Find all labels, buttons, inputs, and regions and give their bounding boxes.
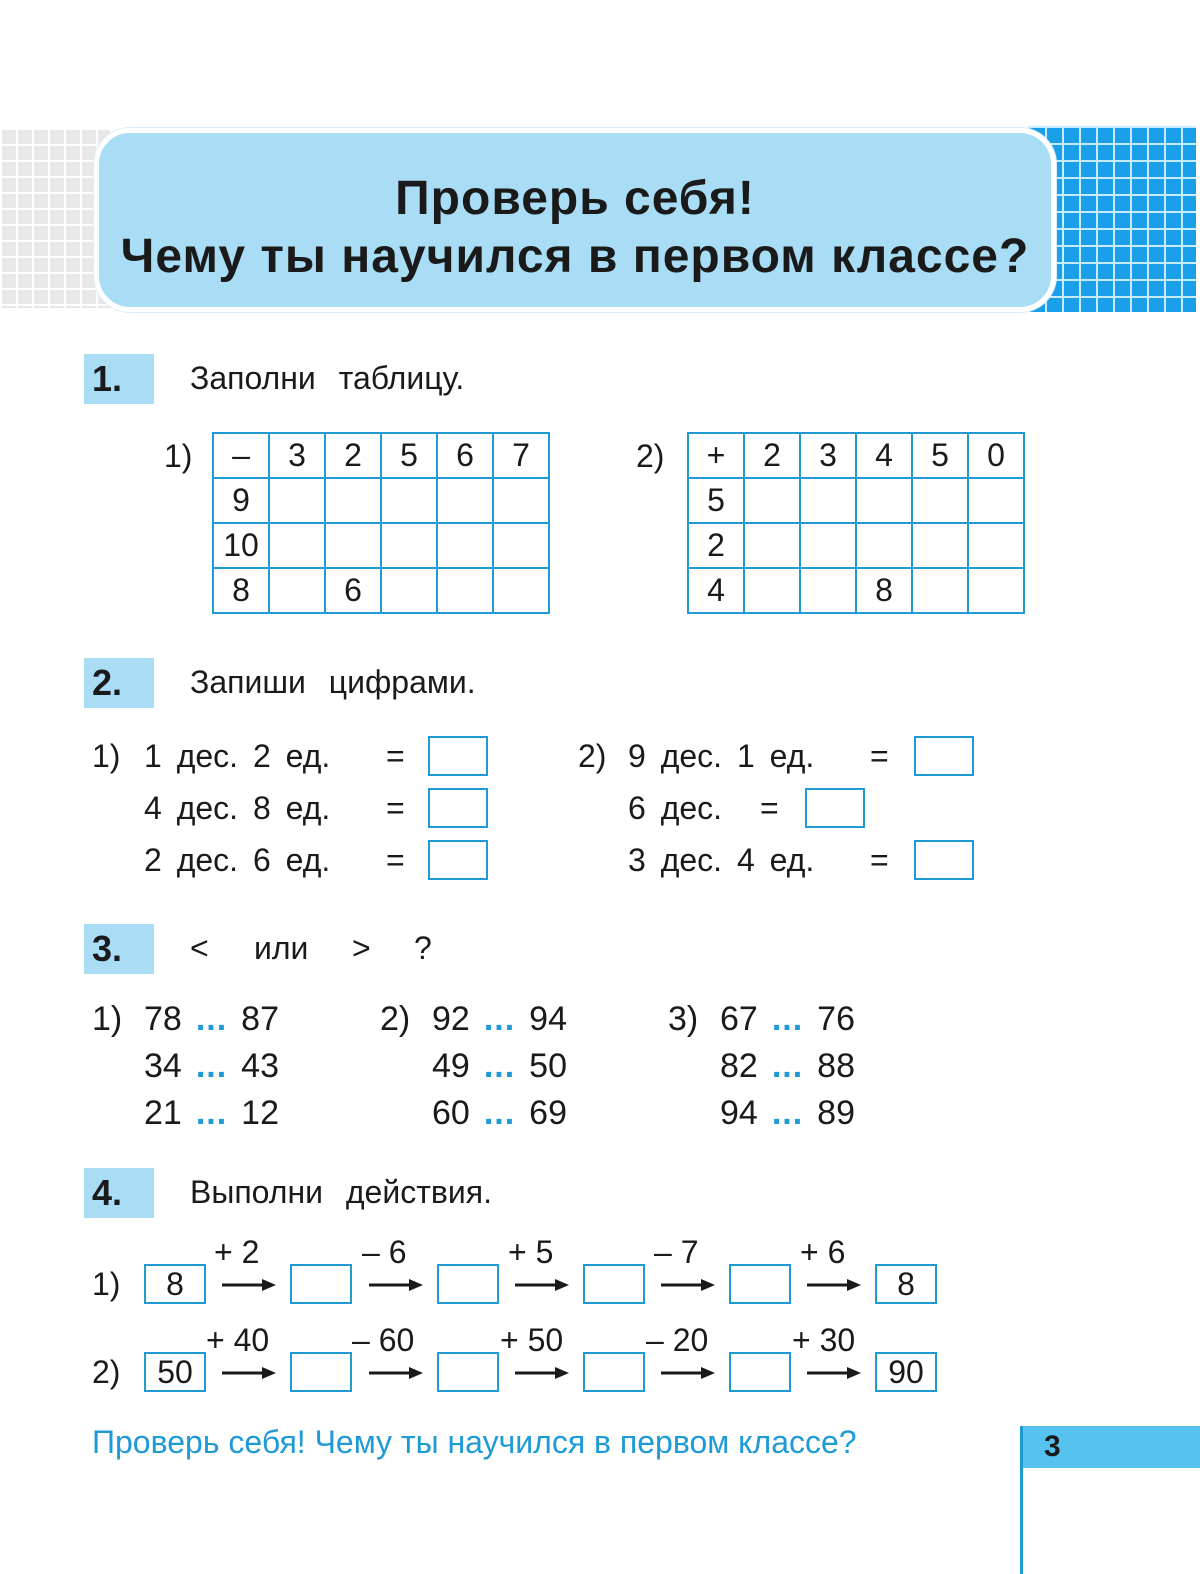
table-cell: 2 bbox=[744, 433, 800, 478]
comparison: 21 ... 12 bbox=[144, 1094, 279, 1132]
table-cell[interactable] bbox=[269, 478, 325, 523]
operation-label: – 6 bbox=[362, 1234, 407, 1270]
comparison: 82 ... 88 bbox=[720, 1047, 855, 1085]
table-cell: 5 bbox=[381, 433, 437, 478]
chain-start-box: 8 bbox=[144, 1264, 206, 1304]
table-cell[interactable] bbox=[912, 478, 968, 523]
comparison: 67 ... 76 bbox=[720, 1000, 855, 1038]
table-cell[interactable] bbox=[381, 568, 437, 613]
table-cell[interactable] bbox=[269, 523, 325, 568]
table-cell[interactable] bbox=[437, 478, 493, 523]
title-line-1: Проверь себя! bbox=[395, 172, 755, 225]
arrow-icon bbox=[369, 1364, 423, 1382]
col-1-label: 1) bbox=[92, 738, 121, 774]
table-cell: 5 bbox=[912, 433, 968, 478]
less-than-sign: < bbox=[190, 930, 209, 966]
table-cell: 8 bbox=[213, 568, 269, 613]
page-edge-line bbox=[1020, 1426, 1023, 1574]
equals-sign: = bbox=[386, 738, 405, 774]
table-cell[interactable] bbox=[856, 478, 912, 523]
table-cell: 2 bbox=[325, 433, 381, 478]
chain-answer-box[interactable] bbox=[437, 1264, 499, 1304]
arrow-icon bbox=[807, 1364, 861, 1382]
equals-sign: = bbox=[386, 790, 405, 826]
table-cell[interactable] bbox=[381, 523, 437, 568]
table-cell: 10 bbox=[213, 523, 269, 568]
task-1-text: Заполни таблицу. bbox=[190, 360, 465, 396]
arrow-icon bbox=[661, 1364, 715, 1382]
task-2-number: 2. bbox=[84, 658, 154, 708]
table-cell: 2 bbox=[688, 523, 744, 568]
chain-answer-box[interactable] bbox=[437, 1352, 499, 1392]
comparison: 60 ... 69 bbox=[432, 1094, 567, 1132]
answer-box[interactable] bbox=[428, 788, 488, 828]
operation-label: + 6 bbox=[800, 1234, 846, 1270]
digits-expression: 1 дес. 2 ед. bbox=[144, 738, 331, 774]
col-2-label: 2) bbox=[578, 738, 607, 774]
task-4-number: 4. bbox=[84, 1168, 154, 1218]
table-cell[interactable] bbox=[381, 478, 437, 523]
table-cell[interactable] bbox=[968, 568, 1024, 613]
table-cell[interactable] bbox=[856, 523, 912, 568]
table-cell: 4 bbox=[688, 568, 744, 613]
table-cell[interactable] bbox=[493, 568, 549, 613]
comparison: 94 ... 89 bbox=[720, 1094, 855, 1132]
table-cell[interactable] bbox=[437, 523, 493, 568]
table-cell: 3 bbox=[269, 433, 325, 478]
table-cell[interactable] bbox=[800, 478, 856, 523]
operation-label: – 7 bbox=[654, 1234, 699, 1270]
table-cell: 6 bbox=[325, 568, 381, 613]
task-1-number: 1. bbox=[84, 354, 154, 404]
addition-table bbox=[687, 432, 1025, 614]
digits-expression: 2 дес. 6 ед. bbox=[144, 842, 331, 878]
table-cell[interactable] bbox=[325, 478, 381, 523]
equals-sign: = bbox=[760, 790, 779, 826]
equals-sign: = bbox=[870, 738, 889, 774]
table-cell[interactable] bbox=[744, 568, 800, 613]
group-2-label: 2) bbox=[380, 1000, 411, 1038]
table-cell[interactable] bbox=[493, 478, 549, 523]
table-cell: 4 bbox=[856, 433, 912, 478]
task-3-number: 3. bbox=[84, 924, 154, 974]
arrow-icon bbox=[369, 1276, 423, 1294]
equals-sign: = bbox=[870, 842, 889, 878]
comparison: 49 ... 50 bbox=[432, 1047, 567, 1085]
group-3-label: 3) bbox=[668, 1000, 699, 1038]
subtraction-table bbox=[212, 432, 550, 614]
table-cell: 3 bbox=[800, 433, 856, 478]
table-cell[interactable] bbox=[437, 568, 493, 613]
table-cell[interactable] bbox=[493, 523, 549, 568]
arrow-icon bbox=[515, 1276, 569, 1294]
operation-label: + 5 bbox=[508, 1234, 554, 1270]
table-cell: 9 bbox=[213, 478, 269, 523]
table-cell[interactable] bbox=[744, 478, 800, 523]
table-cell[interactable] bbox=[800, 568, 856, 613]
table-cell: 0 bbox=[968, 433, 1024, 478]
chain-1-label: 1) bbox=[92, 1266, 121, 1302]
chain-answer-box[interactable] bbox=[290, 1264, 352, 1304]
operation-label: + 40 bbox=[206, 1322, 270, 1358]
comparison: 78 ... 87 bbox=[144, 1000, 279, 1038]
table-cell: 8 bbox=[856, 568, 912, 613]
arrow-icon bbox=[222, 1364, 276, 1382]
digits-expression: 6 дес. bbox=[628, 790, 723, 826]
table-cell[interactable] bbox=[325, 523, 381, 568]
equals-sign: = bbox=[386, 842, 405, 878]
answer-box[interactable] bbox=[914, 840, 974, 880]
task-4-text: Выполни действия. bbox=[190, 1174, 492, 1210]
page-number: 3 bbox=[1044, 1430, 1061, 1463]
digits-expression: 9 дес. 1 ед. bbox=[628, 738, 815, 774]
arrow-icon bbox=[515, 1364, 569, 1382]
table-cell[interactable] bbox=[968, 478, 1024, 523]
operation-label: – 60 bbox=[352, 1322, 415, 1358]
table-cell[interactable] bbox=[800, 523, 856, 568]
operation-label: + 50 bbox=[500, 1322, 564, 1358]
operation-label: – 20 bbox=[646, 1322, 709, 1358]
task-2-text: Запиши цифрами. bbox=[190, 664, 476, 700]
chain-answer-box[interactable] bbox=[729, 1352, 791, 1392]
title-line-2: Чему ты научился в первом классе? bbox=[120, 230, 1030, 283]
answer-box[interactable] bbox=[428, 736, 488, 776]
table-2-label: 2) bbox=[636, 438, 665, 474]
chain-end-box: 8 bbox=[875, 1264, 937, 1304]
operation-label: + 30 bbox=[792, 1322, 856, 1358]
table-cell[interactable] bbox=[744, 523, 800, 568]
or-word: или bbox=[254, 930, 309, 966]
arrow-icon bbox=[807, 1276, 861, 1294]
digits-expression: 3 дес. 4 ед. bbox=[628, 842, 815, 878]
table-cell: 6 bbox=[437, 433, 493, 478]
table-cell[interactable] bbox=[912, 568, 968, 613]
chain-2-label: 2) bbox=[92, 1354, 121, 1390]
chain-answer-box[interactable] bbox=[290, 1352, 352, 1392]
chain-answer-box[interactable] bbox=[583, 1352, 645, 1392]
arrow-icon bbox=[222, 1276, 276, 1294]
chain-start-box: 50 bbox=[144, 1352, 206, 1392]
table-cell[interactable] bbox=[912, 523, 968, 568]
greater-than-sign: > bbox=[352, 930, 371, 966]
table-cell: – bbox=[213, 433, 269, 478]
table-cell: + bbox=[688, 433, 744, 478]
question-mark: ? bbox=[414, 930, 432, 966]
arrow-icon bbox=[661, 1276, 715, 1294]
table-cell: 5 bbox=[688, 478, 744, 523]
answer-box[interactable] bbox=[914, 736, 974, 776]
table-1-label: 1) bbox=[164, 438, 193, 474]
answer-box[interactable] bbox=[805, 788, 865, 828]
digits-expression: 4 дес. 8 ед. bbox=[144, 790, 331, 826]
table-cell: 7 bbox=[493, 433, 549, 478]
table-cell[interactable] bbox=[269, 568, 325, 613]
chain-end-box: 90 bbox=[875, 1352, 937, 1392]
group-1-label: 1) bbox=[92, 1000, 123, 1038]
comparison: 92 ... 94 bbox=[432, 1000, 567, 1038]
comparison: 34 ... 43 bbox=[144, 1047, 279, 1085]
table-cell[interactable] bbox=[968, 523, 1024, 568]
chain-answer-box[interactable] bbox=[729, 1264, 791, 1304]
answer-box[interactable] bbox=[428, 840, 488, 880]
operation-label: + 2 bbox=[214, 1234, 260, 1270]
chain-answer-box[interactable] bbox=[583, 1264, 645, 1304]
title-banner bbox=[94, 128, 1056, 312]
running-footer: Проверь себя! Чему ты научился в первом классе? bbox=[92, 1424, 857, 1460]
